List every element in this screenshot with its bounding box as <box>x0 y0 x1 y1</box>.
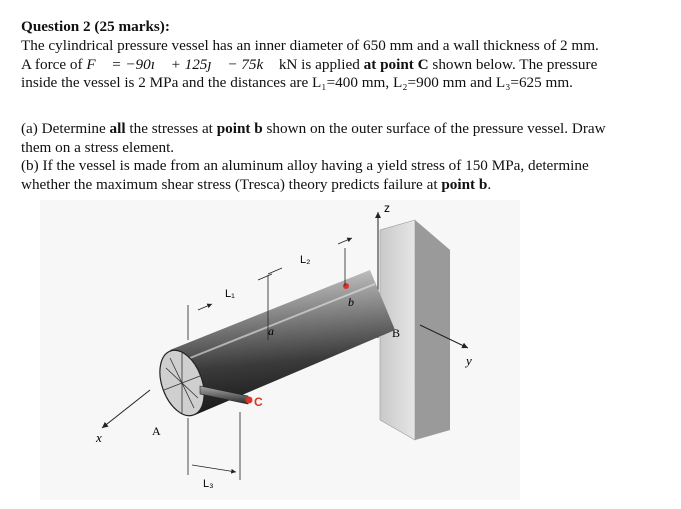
question-title: Question 2 (25 marks): <box>21 18 170 35</box>
part-b-line-1: (b) If the vessel is made from an aluminum alloy having a yield stress of 150 MPa, determine <box>21 157 589 174</box>
x-axis-label: x <box>96 430 102 445</box>
point-C-label: C <box>254 395 263 409</box>
L1-label: L₁ <box>225 288 235 300</box>
L2-label: L₂ <box>300 254 311 266</box>
part-a-line-2: them on a stress element. <box>21 138 175 156</box>
point-C-marker <box>246 397 253 404</box>
problem-statement <box>21 37 671 93</box>
point-b-label: b <box>348 295 354 309</box>
point-A-label: A <box>152 424 161 438</box>
question-parts <box>21 120 671 194</box>
part-b-line-2: whether the maximum shear stress (Tresca) theory predicts failure at point b. <box>21 175 492 193</box>
point-B-label: B <box>392 326 401 340</box>
L3-label: L₃ <box>203 478 214 490</box>
intro-line-1: The cylindrical pressure vessel has an inner diameter of 650 mm and a wall thickness of 2 mm. <box>21 37 599 54</box>
intro-line-2: A force of F⃗ = −90ı⃗ + 125ȷ⃗ − 75k⃗ kN is applied at point C shown below. The pressure <box>21 55 598 73</box>
point-a-label: a <box>268 324 274 338</box>
point-b-marker <box>343 283 349 289</box>
force-vector: F⃗ = −90ı⃗ + 125ȷ⃗ − 75k⃗ <box>86 55 276 73</box>
z-axis-label: z <box>384 201 390 215</box>
part-a-line-1: (a) Determine all the stresses at point b shown on the outer surface of the pressure vessel. Draw <box>21 120 606 137</box>
pressure-vessel-figure <box>0 190 681 509</box>
intro-line-3: inside the vessel is 2 MPa and the distances are L₁=400 mm, L₂=900 mm and L₃=625 mm. <box>21 74 573 91</box>
y-axis-label: y <box>466 353 472 368</box>
